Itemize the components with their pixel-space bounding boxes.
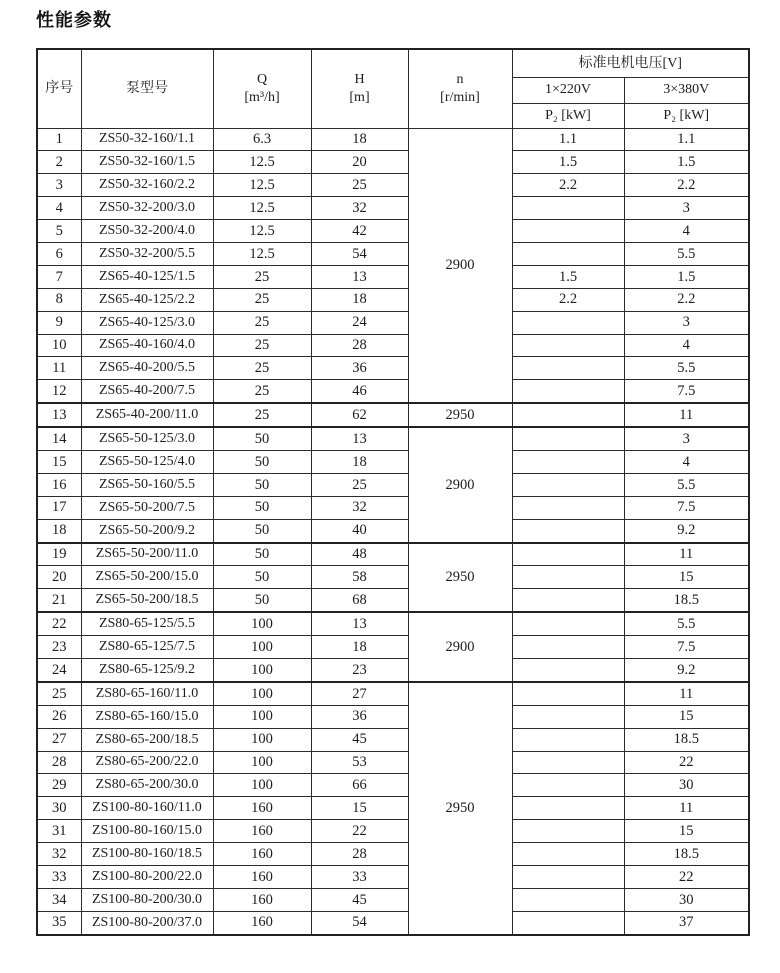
cell-index: 25 xyxy=(37,682,81,705)
cell-power-220 xyxy=(512,751,624,774)
cell-power-220 xyxy=(512,403,624,427)
cell-index: 26 xyxy=(37,705,81,728)
table-row xyxy=(37,797,749,820)
cell-model: ZS65-50-125/3.0 xyxy=(81,427,213,450)
table-row xyxy=(37,820,749,843)
cell-head: 46 xyxy=(311,380,408,403)
cell-power-380: 5.5 xyxy=(624,357,749,380)
cell-head: 68 xyxy=(311,589,408,612)
cell-index: 18 xyxy=(37,519,81,542)
cell-flow: 12.5 xyxy=(213,242,311,265)
cell-index: 20 xyxy=(37,566,81,589)
cell-power-220 xyxy=(512,888,624,911)
header-head: H [m] xyxy=(311,49,408,128)
cell-power-380: 15 xyxy=(624,566,749,589)
cell-model: ZS80-65-200/30.0 xyxy=(81,774,213,797)
performance-table xyxy=(36,48,750,936)
cell-index: 15 xyxy=(37,450,81,473)
cell-head: 15 xyxy=(311,797,408,820)
cell-power-380: 4 xyxy=(624,220,749,243)
cell-flow: 160 xyxy=(213,820,311,843)
table-row xyxy=(37,496,749,519)
header-voltage-220: 1×220V xyxy=(512,77,624,103)
cell-head: 45 xyxy=(311,728,408,751)
cell-speed: 2950 xyxy=(408,403,512,427)
cell-power-380: 3 xyxy=(624,311,749,334)
cell-power-380: 1.1 xyxy=(624,128,749,151)
table-row xyxy=(37,311,749,334)
cell-index: 13 xyxy=(37,403,81,427)
table-row xyxy=(37,220,749,243)
cell-power-380: 7.5 xyxy=(624,496,749,519)
cell-index: 2 xyxy=(37,151,81,174)
table-row xyxy=(37,589,749,612)
cell-index: 8 xyxy=(37,288,81,311)
table-row xyxy=(37,519,749,542)
cell-head: 23 xyxy=(311,658,408,681)
cell-flow: 25 xyxy=(213,403,311,427)
cell-model: ZS65-50-200/18.5 xyxy=(81,589,213,612)
cell-model: ZS65-50-125/4.0 xyxy=(81,450,213,473)
cell-head: 13 xyxy=(311,612,408,635)
cell-index: 12 xyxy=(37,380,81,403)
cell-flow: 100 xyxy=(213,636,311,659)
cell-flow: 25 xyxy=(213,357,311,380)
cell-power-380: 7.5 xyxy=(624,380,749,403)
cell-model: ZS80-65-160/11.0 xyxy=(81,682,213,705)
cell-power-220 xyxy=(512,334,624,357)
cell-flow: 50 xyxy=(213,543,311,566)
table-row xyxy=(37,682,749,705)
header-speed: n [r/min] xyxy=(408,49,512,128)
cell-head: 13 xyxy=(311,265,408,288)
header-model: 泵型号 xyxy=(81,49,213,128)
cell-power-220 xyxy=(512,519,624,542)
cell-index: 10 xyxy=(37,334,81,357)
cell-power-380: 4 xyxy=(624,450,749,473)
cell-model: ZS65-50-200/9.2 xyxy=(81,519,213,542)
table-row xyxy=(37,450,749,473)
cell-power-380: 30 xyxy=(624,774,749,797)
cell-power-380: 11 xyxy=(624,797,749,820)
cell-power-380: 11 xyxy=(624,403,749,427)
cell-index: 3 xyxy=(37,174,81,197)
cell-index: 23 xyxy=(37,636,81,659)
cell-model: ZS50-32-200/4.0 xyxy=(81,220,213,243)
cell-head: 54 xyxy=(311,242,408,265)
cell-head: 32 xyxy=(311,197,408,220)
cell-index: 29 xyxy=(37,774,81,797)
cell-index: 9 xyxy=(37,311,81,334)
table-row xyxy=(37,612,749,635)
cell-model: ZS80-65-125/7.5 xyxy=(81,636,213,659)
cell-model: ZS100-80-160/18.5 xyxy=(81,843,213,866)
cell-speed: 2900 xyxy=(408,128,512,403)
cell-flow: 100 xyxy=(213,682,311,705)
header-voltage-group: 标准电机电压[V] xyxy=(512,49,749,77)
table-row xyxy=(37,380,749,403)
cell-power-220 xyxy=(512,774,624,797)
cell-model: ZS50-32-200/3.0 xyxy=(81,197,213,220)
cell-power-380: 15 xyxy=(624,705,749,728)
table-row xyxy=(37,888,749,911)
cell-model: ZS65-40-160/4.0 xyxy=(81,334,213,357)
header-flow: Q [m³/h] xyxy=(213,49,311,128)
cell-head: 36 xyxy=(311,357,408,380)
cell-head: 18 xyxy=(311,128,408,151)
cell-model: ZS80-65-160/15.0 xyxy=(81,705,213,728)
cell-flow: 25 xyxy=(213,265,311,288)
cell-model: ZS50-32-160/1.5 xyxy=(81,151,213,174)
table-row xyxy=(37,911,749,934)
cell-power-380: 15 xyxy=(624,820,749,843)
cell-flow: 100 xyxy=(213,774,311,797)
cell-head: 42 xyxy=(311,220,408,243)
cell-head: 54 xyxy=(311,911,408,934)
cell-index: 7 xyxy=(37,265,81,288)
cell-head: 33 xyxy=(311,866,408,889)
cell-power-380: 11 xyxy=(624,682,749,705)
cell-model: ZS50-32-160/1.1 xyxy=(81,128,213,151)
cell-model: ZS80-65-125/9.2 xyxy=(81,658,213,681)
table-row xyxy=(37,357,749,380)
table-row xyxy=(37,866,749,889)
cell-power-220: 1.5 xyxy=(512,265,624,288)
cell-flow: 12.5 xyxy=(213,197,311,220)
cell-flow: 12.5 xyxy=(213,174,311,197)
cell-head: 20 xyxy=(311,151,408,174)
cell-power-220 xyxy=(512,728,624,751)
cell-power-220 xyxy=(512,658,624,681)
table-row xyxy=(37,242,749,265)
cell-index: 19 xyxy=(37,543,81,566)
cell-speed: 2950 xyxy=(408,543,512,613)
cell-index: 24 xyxy=(37,658,81,681)
table-row xyxy=(37,543,749,566)
cell-power-220 xyxy=(512,450,624,473)
table-row xyxy=(37,843,749,866)
cell-power-380: 22 xyxy=(624,751,749,774)
cell-index: 6 xyxy=(37,242,81,265)
cell-index: 33 xyxy=(37,866,81,889)
table-row xyxy=(37,288,749,311)
cell-flow: 50 xyxy=(213,519,311,542)
cell-index: 22 xyxy=(37,612,81,635)
cell-power-220 xyxy=(512,797,624,820)
cell-power-220 xyxy=(512,843,624,866)
cell-index: 27 xyxy=(37,728,81,751)
cell-power-380: 22 xyxy=(624,866,749,889)
table-row xyxy=(37,265,749,288)
cell-head: 25 xyxy=(311,473,408,496)
cell-power-380: 18.5 xyxy=(624,843,749,866)
cell-model: ZS50-32-160/2.2 xyxy=(81,174,213,197)
cell-index: 21 xyxy=(37,589,81,612)
cell-power-380: 1.5 xyxy=(624,265,749,288)
cell-flow: 6.3 xyxy=(213,128,311,151)
cell-head: 45 xyxy=(311,888,408,911)
cell-flow: 50 xyxy=(213,450,311,473)
cell-head: 28 xyxy=(311,843,408,866)
cell-power-220 xyxy=(512,220,624,243)
header-voltage-380: 3×380V xyxy=(624,77,749,103)
cell-head: 27 xyxy=(311,682,408,705)
cell-flow: 50 xyxy=(213,589,311,612)
table-row xyxy=(37,473,749,496)
table-row xyxy=(37,636,749,659)
cell-power-220 xyxy=(512,427,624,450)
table-row xyxy=(37,705,749,728)
cell-index: 17 xyxy=(37,496,81,519)
table-row xyxy=(37,427,749,450)
table-row xyxy=(37,751,749,774)
cell-power-380: 18.5 xyxy=(624,589,749,612)
cell-index: 4 xyxy=(37,197,81,220)
table-row xyxy=(37,128,749,151)
cell-model: ZS50-32-200/5.5 xyxy=(81,242,213,265)
cell-flow: 100 xyxy=(213,612,311,635)
cell-flow: 25 xyxy=(213,288,311,311)
cell-head: 36 xyxy=(311,705,408,728)
cell-power-380: 3 xyxy=(624,427,749,450)
table-row xyxy=(37,774,749,797)
cell-power-380: 9.2 xyxy=(624,658,749,681)
cell-power-380: 37 xyxy=(624,911,749,934)
header-index: 序号 xyxy=(37,49,81,128)
cell-power-220 xyxy=(512,543,624,566)
cell-power-220: 1.5 xyxy=(512,151,624,174)
cell-index: 34 xyxy=(37,888,81,911)
cell-head: 28 xyxy=(311,334,408,357)
cell-head: 62 xyxy=(311,403,408,427)
table-row xyxy=(37,151,749,174)
cell-speed: 2900 xyxy=(408,427,512,542)
cell-index: 1 xyxy=(37,128,81,151)
table-row xyxy=(37,566,749,589)
cell-flow: 160 xyxy=(213,843,311,866)
cell-index: 35 xyxy=(37,911,81,934)
cell-index: 32 xyxy=(37,843,81,866)
table-row xyxy=(37,197,749,220)
cell-index: 14 xyxy=(37,427,81,450)
cell-power-220 xyxy=(512,473,624,496)
cell-model: ZS65-40-125/3.0 xyxy=(81,311,213,334)
cell-power-380: 4 xyxy=(624,334,749,357)
cell-model: ZS65-50-200/7.5 xyxy=(81,496,213,519)
cell-head: 66 xyxy=(311,774,408,797)
cell-power-380: 5.5 xyxy=(624,612,749,635)
cell-flow: 160 xyxy=(213,866,311,889)
cell-flow: 25 xyxy=(213,311,311,334)
cell-head: 18 xyxy=(311,636,408,659)
cell-power-220 xyxy=(512,866,624,889)
cell-model: ZS80-65-200/22.0 xyxy=(81,751,213,774)
cell-model: ZS80-65-125/5.5 xyxy=(81,612,213,635)
cell-index: 28 xyxy=(37,751,81,774)
cell-power-380: 9.2 xyxy=(624,519,749,542)
cell-head: 25 xyxy=(311,174,408,197)
cell-power-220: 2.2 xyxy=(512,174,624,197)
cell-power-220 xyxy=(512,911,624,934)
cell-model: ZS65-40-125/1.5 xyxy=(81,265,213,288)
cell-power-220 xyxy=(512,566,624,589)
cell-flow: 12.5 xyxy=(213,220,311,243)
cell-power-220 xyxy=(512,612,624,635)
cell-index: 5 xyxy=(37,220,81,243)
cell-model: ZS65-40-200/7.5 xyxy=(81,380,213,403)
cell-model: ZS100-80-160/11.0 xyxy=(81,797,213,820)
cell-head: 32 xyxy=(311,496,408,519)
cell-power-220: 2.2 xyxy=(512,288,624,311)
cell-power-220 xyxy=(512,311,624,334)
table-row xyxy=(37,658,749,681)
cell-power-380: 2.2 xyxy=(624,174,749,197)
cell-model: ZS65-50-200/11.0 xyxy=(81,543,213,566)
cell-power-220 xyxy=(512,589,624,612)
cell-flow: 160 xyxy=(213,888,311,911)
table-row xyxy=(37,334,749,357)
cell-head: 40 xyxy=(311,519,408,542)
cell-power-220 xyxy=(512,496,624,519)
table-row xyxy=(37,728,749,751)
cell-head: 18 xyxy=(311,288,408,311)
cell-flow: 160 xyxy=(213,911,311,934)
cell-power-220 xyxy=(512,636,624,659)
cell-flow: 100 xyxy=(213,705,311,728)
cell-index: 11 xyxy=(37,357,81,380)
cell-power-380: 30 xyxy=(624,888,749,911)
cell-power-380: 1.5 xyxy=(624,151,749,174)
cell-flow: 50 xyxy=(213,427,311,450)
cell-power-220 xyxy=(512,820,624,843)
cell-model: ZS100-80-200/22.0 xyxy=(81,866,213,889)
cell-flow: 100 xyxy=(213,751,311,774)
cell-head: 48 xyxy=(311,543,408,566)
cell-power-220 xyxy=(512,357,624,380)
cell-head: 18 xyxy=(311,450,408,473)
cell-flow: 12.5 xyxy=(213,151,311,174)
cell-flow: 100 xyxy=(213,658,311,681)
header-power-220: P₂ [kW] xyxy=(512,103,624,128)
cell-power-380: 18.5 xyxy=(624,728,749,751)
cell-flow: 160 xyxy=(213,797,311,820)
cell-power-380: 3 xyxy=(624,197,749,220)
cell-power-380: 11 xyxy=(624,543,749,566)
cell-head: 58 xyxy=(311,566,408,589)
cell-flow: 100 xyxy=(213,728,311,751)
table-row xyxy=(37,174,749,197)
cell-model: ZS65-50-200/15.0 xyxy=(81,566,213,589)
cell-flow: 50 xyxy=(213,566,311,589)
cell-flow: 50 xyxy=(213,496,311,519)
cell-model: ZS100-80-200/30.0 xyxy=(81,888,213,911)
cell-power-380: 5.5 xyxy=(624,242,749,265)
table-body xyxy=(37,128,749,935)
header-power-380: P₂ [kW] xyxy=(624,103,749,128)
cell-speed: 2950 xyxy=(408,682,512,935)
cell-model: ZS65-40-125/2.2 xyxy=(81,288,213,311)
cell-power-380: 5.5 xyxy=(624,473,749,496)
cell-power-220 xyxy=(512,682,624,705)
cell-power-380: 7.5 xyxy=(624,636,749,659)
table-header xyxy=(37,49,749,128)
cell-speed: 2900 xyxy=(408,612,512,682)
cell-head: 24 xyxy=(311,311,408,334)
cell-model: ZS65-40-200/5.5 xyxy=(81,357,213,380)
cell-head: 22 xyxy=(311,820,408,843)
cell-index: 30 xyxy=(37,797,81,820)
cell-model: ZS100-80-160/15.0 xyxy=(81,820,213,843)
cell-head: 13 xyxy=(311,427,408,450)
cell-model: ZS65-50-160/5.5 xyxy=(81,473,213,496)
cell-power-220 xyxy=(512,380,624,403)
cell-power-220 xyxy=(512,197,624,220)
cell-flow: 25 xyxy=(213,334,311,357)
cell-model: ZS80-65-200/18.5 xyxy=(81,728,213,751)
cell-model: ZS65-40-200/11.0 xyxy=(81,403,213,427)
cell-index: 16 xyxy=(37,473,81,496)
cell-flow: 25 xyxy=(213,380,311,403)
cell-model: ZS100-80-200/37.0 xyxy=(81,911,213,934)
cell-index: 31 xyxy=(37,820,81,843)
cell-power-220 xyxy=(512,242,624,265)
cell-power-220: 1.1 xyxy=(512,128,624,151)
cell-flow: 50 xyxy=(213,473,311,496)
cell-head: 53 xyxy=(311,751,408,774)
table-row xyxy=(37,403,749,427)
cell-power-380: 2.2 xyxy=(624,288,749,311)
page-title: 性能参数 xyxy=(36,10,112,30)
cell-power-220 xyxy=(512,705,624,728)
